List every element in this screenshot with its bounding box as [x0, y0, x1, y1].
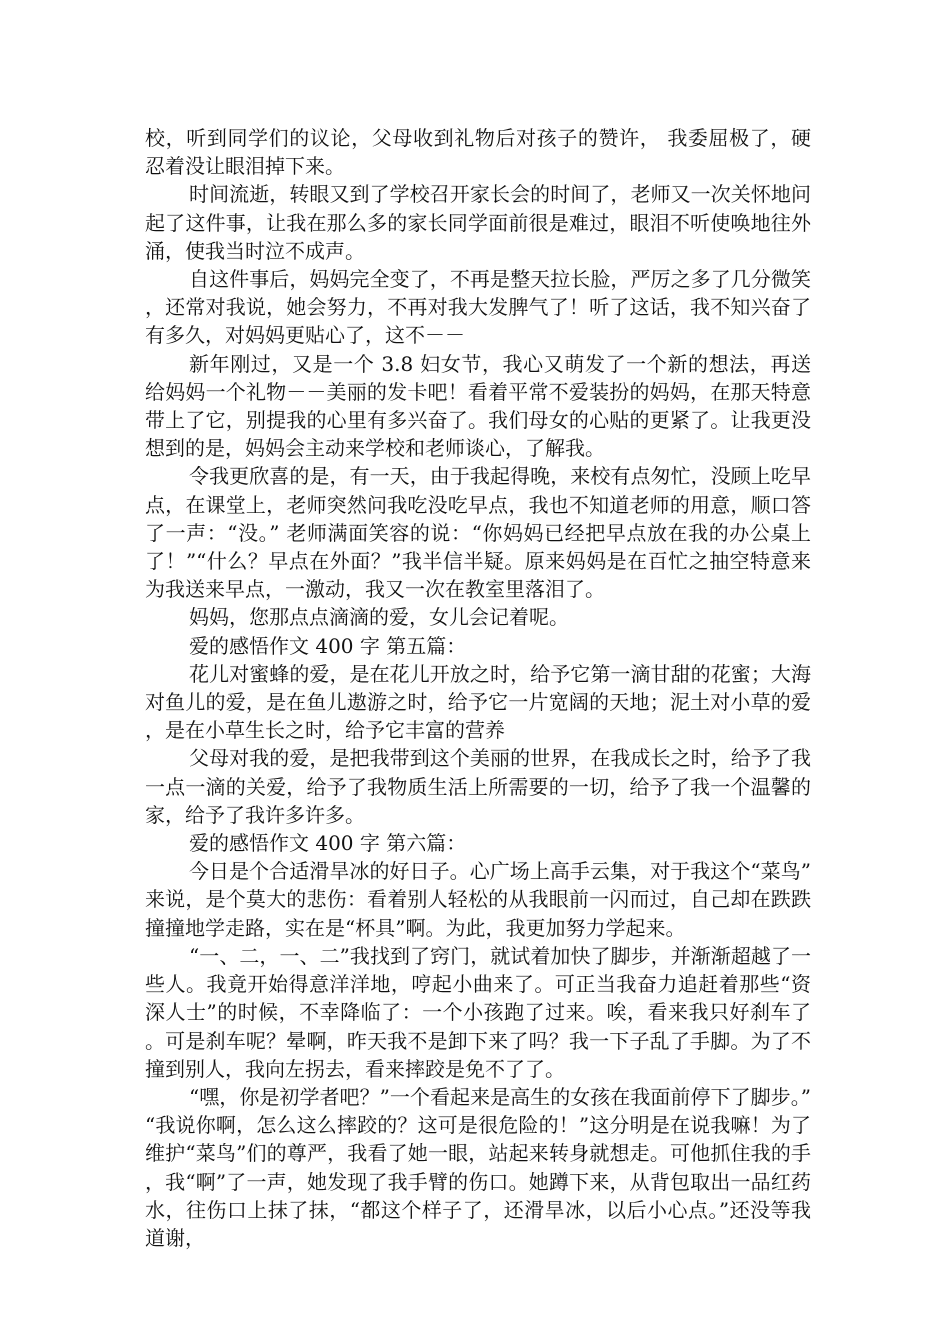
paragraph-11: 今日是个合适滑旱冰的好日子。心广场上高手云集，对于我这个“菜鸟”来说，是个莫大的悲伤：看着别人轻松的从我眼前一闪而过，自己却在跌跌撞撞地学走路，实在是“杯具”啊。为此，我更加努力学起来。 [145, 859, 811, 940]
section-heading-6: 爱的感悟作文 400 字 第六篇： [189, 831, 467, 856]
paragraph-3: 自这件事后，妈妈完全变了，不再是整天拉长脸，严厉之多了几分微笑，还常对我说，她会努力，不再对我大发脾气了！听了这话，我不知兴奋了有多久，对妈妈更贴心了，这不－－ [145, 267, 811, 348]
section-heading-5: 爱的感悟作文 400 字 第五篇： [189, 633, 467, 658]
paragraph-1: 校，听到同学们的议论，父母收到礼物后对孩子的赞许， 我委屈极了，硬忍着没让眼泪掉下来。 [145, 126, 811, 179]
paragraph-9: 父母对我的爱，是把我带到这个美丽的世界，在我成长之时，给予了我一点一滴的关爱，给予了我物质生活上所需要的一切，给予了我一个温馨的家，给予了我许多许多。 [145, 746, 811, 827]
document-body [145, 124, 811, 1252]
paragraph-5: 令我更欣喜的是，有一天，由于我起得晚，来校有点匆忙，没顾上吃早点，在课堂上，老师突然问我吃没吃早点，我也不知道老师的用意，顺口答了一声：“没。” 老师满面笑容的说：“你妈妈已经把早点放在我的办公桌上了！”“什么？早点在外面？”我半信半疑。原来妈妈是在百忙之抽空特意来为我送来早点，一激动，我又一次在教室里落泪了。 [145, 464, 811, 602]
paragraph-8: 花儿对蜜蜂的爱，是在花儿开放之时，给予它第一滴甘甜的花蜜；大海对鱼儿的爱，是在鱼儿遨游之时，给予它一片宽阔的天地；泥土对小草的爱，是在小草生长之时，给予它丰富的营养 [145, 661, 811, 743]
paragraph-2: 时间流逝，转眼又到了学校召开家长会的时间了，老师又一次关怀地问起了这件事，让我在那么多的家长同学面前很是难过，眼泪不听使唤地往外涌，使我当时泣不成声。 [145, 182, 811, 263]
paragraph-4: 新年刚过，又是一个 3.8 妇女节，我心又萌发了一个新的想法，再送给妈妈一个礼物－－美丽的发卡吧！看着平常不爱装扮的妈妈，在那天特意带上了它，别提我的心里有多兴奋了。我们母女的心贴的更紧了。让我更没想到的是，妈妈会主动来学校和老师谈心，了解我。 [145, 351, 811, 461]
paragraph-6: 妈妈，您那点点滴滴的爱，女儿会记着呢。 [189, 605, 569, 630]
paragraph-12: “一、二，一、二”我找到了窍门，就试着加快了脚步，并渐渐超越了一些人。我竟开始得意洋洋地，哼起小曲来了。可正当我奋力追赶着那些“资深人士”的时候，不幸降临了：一个小孩跑了过来。唉，看来我只好刹车了。可是刹车呢？晕啊，昨天我不是卸下来了吗？我一下子乱了手脚。为了不撞到别人，我向左拐去，看来摔跤是免不了了。 [145, 943, 811, 1081]
paragraph-13: “嘿，你是初学者吧？”一个看起来是高生的女孩在我面前停下了脚步。”“我说你啊，怎么这么摔跤的？这可是很危险的！”这分明是在说我嘛！为了维护“菜鸟”们的尊严，我看了她一眼，站起来转身就想走。可他抓住我的手，我“啊”了一声，她发现了我手臂的伤口。她蹲下来，从背包取出一品红药水，往伤口上抹了抹，“都这个样子了，还滑旱冰，以后小心点。”还没等我道谢， [145, 1084, 811, 1250]
